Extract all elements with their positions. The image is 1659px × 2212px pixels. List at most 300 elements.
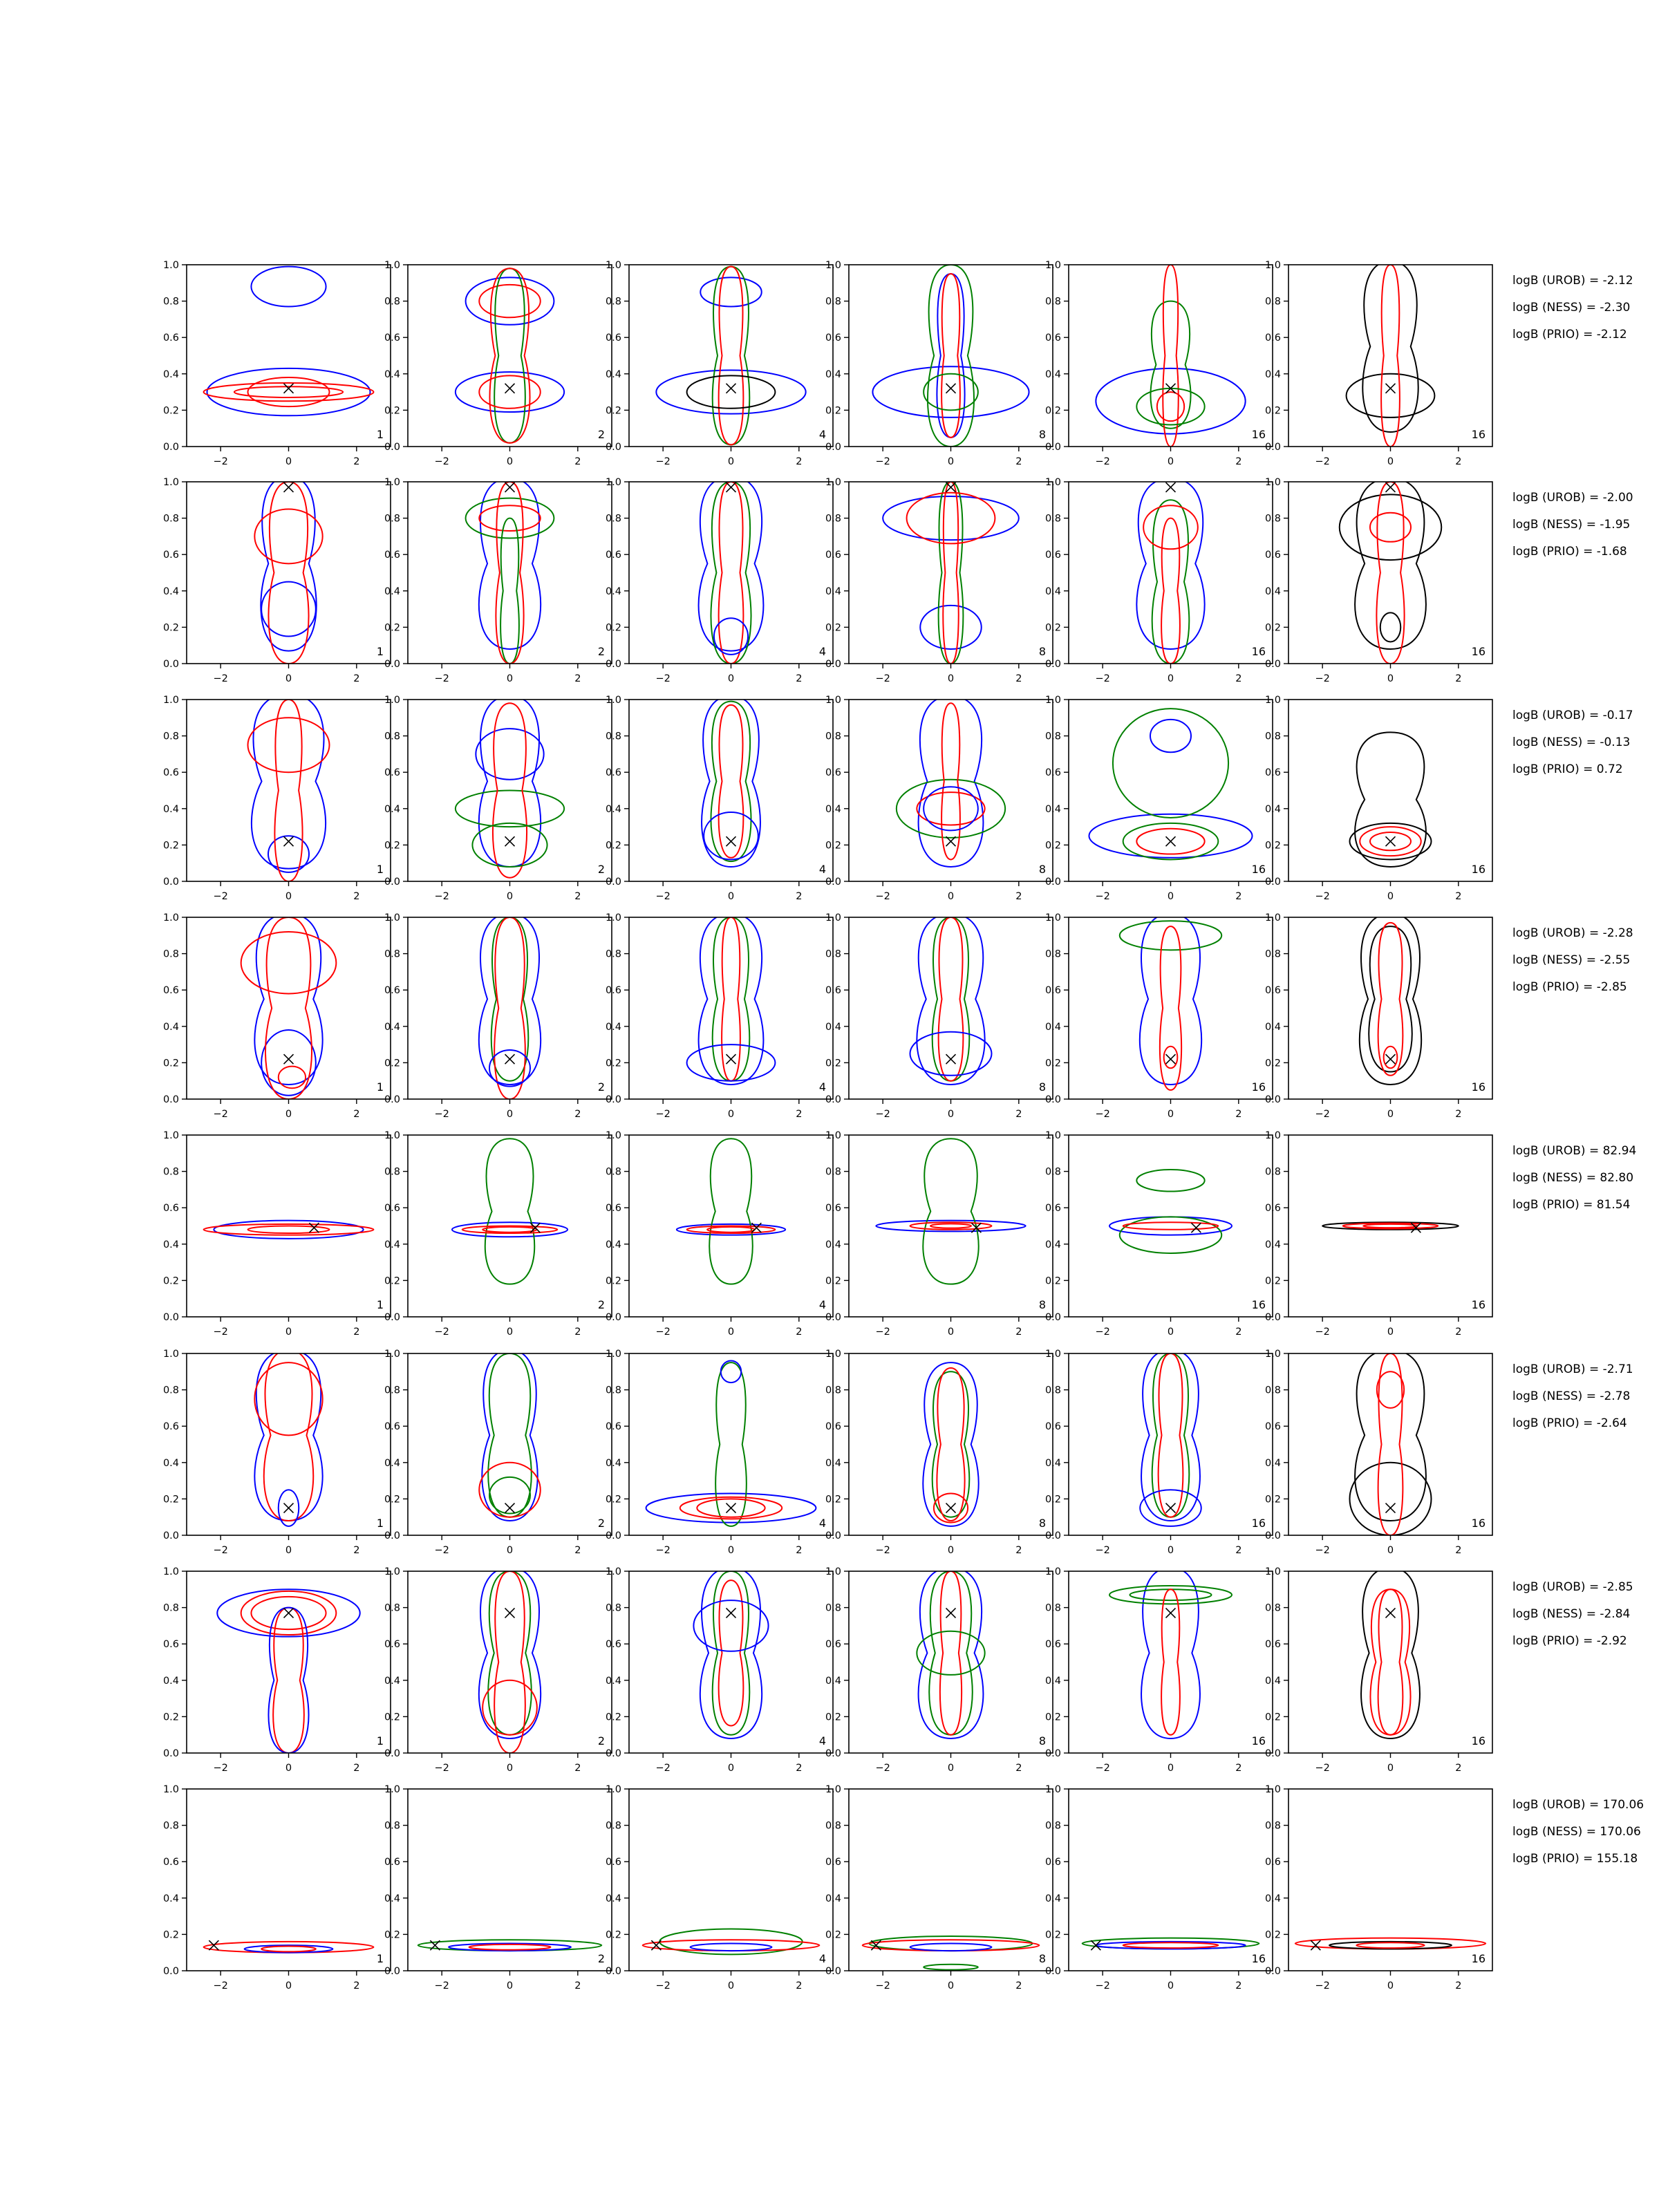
panel-count-label: 1 (376, 1080, 384, 1094)
panel-r7-c2 (384, 1566, 612, 1774)
y-tick-label: 1.0 (384, 1566, 400, 1577)
true-value-marker (1166, 482, 1176, 492)
logb-text: logB (UROB) = -2.12 (1512, 274, 1633, 288)
panel-r4-c3 (606, 912, 833, 1120)
y-tick-label: 0.6 (825, 985, 841, 997)
red-contour (937, 1368, 964, 1521)
y-tick-label: 1.0 (1264, 1349, 1281, 1360)
y-tick-label: 0.8 (384, 1166, 400, 1178)
green-contour (924, 1965, 978, 1970)
y-tick-label: 1.0 (1044, 1130, 1061, 1141)
panel-count-label: 1 (376, 645, 384, 658)
x-tick-label: 2 (574, 1545, 581, 1556)
x-tick-label: −2 (875, 673, 890, 684)
x-tick-label: −2 (655, 1109, 671, 1120)
panel-r3-c4 (825, 695, 1053, 902)
true-value-marker (1386, 482, 1396, 492)
contour-group (1295, 1938, 1485, 1949)
y-tick-label: 0.8 (605, 948, 621, 960)
black-contour (1380, 612, 1401, 641)
panel-r4-c2 (384, 912, 612, 1120)
x-tick-label: 0 (285, 1980, 292, 1991)
y-tick-label: 0.2 (384, 622, 400, 634)
panel-r3-c3 (606, 695, 833, 902)
y-tick-label: 0.8 (1044, 1166, 1061, 1178)
panel-count-label: 16 (1251, 1080, 1266, 1094)
y-tick-label: 0.4 (1044, 1021, 1061, 1033)
red-contour (863, 1940, 1040, 1951)
y-tick-label: 0.0 (1264, 659, 1281, 670)
y-tick-label: 0.0 (384, 1530, 400, 1541)
y-tick-label: 0.4 (384, 368, 400, 380)
y-tick-label: 0.2 (162, 1712, 179, 1723)
black-contour (1369, 926, 1412, 1071)
x-tick-label: 2 (1235, 1327, 1242, 1338)
contour-group (917, 1568, 984, 1738)
x-tick-label: 0 (727, 891, 735, 902)
y-tick-label: 0.8 (825, 1602, 841, 1614)
x-tick-label: −2 (655, 1545, 671, 1556)
y-tick-label: 0.4 (1044, 585, 1061, 597)
red-contour (482, 1680, 537, 1735)
green-contour (456, 791, 564, 827)
green-contour (932, 917, 970, 1081)
y-tick-label: 0.4 (1264, 1893, 1281, 1904)
y-tick-label: 0.2 (605, 840, 621, 852)
y-tick-label: 0.6 (384, 1421, 400, 1433)
y-tick-label: 0.8 (825, 948, 841, 960)
y-tick-label: 0.4 (605, 1021, 621, 1033)
y-tick-label: 1.0 (1044, 695, 1061, 706)
y-tick-label: 0.8 (605, 1166, 621, 1178)
y-tick-label: 0.0 (825, 1312, 841, 1323)
x-tick-label: 0 (1387, 673, 1394, 684)
blue-contour (700, 277, 762, 306)
x-tick-label: −2 (434, 673, 449, 684)
y-tick-label: 1.0 (384, 1349, 400, 1360)
y-tick-label: 1.0 (1264, 912, 1281, 924)
y-tick-label: 0.6 (384, 1857, 400, 1868)
true-value-marker (946, 1608, 956, 1618)
y-tick-label: 0.8 (162, 1602, 179, 1614)
red-contour (1161, 518, 1180, 664)
red-contour (1164, 1047, 1178, 1069)
y-tick-label: 0.6 (1044, 1639, 1061, 1651)
blue-contour (883, 496, 1019, 540)
blue-contour (923, 1362, 978, 1526)
panel-count-label: 1 (376, 1734, 384, 1747)
y-tick-label: 0.0 (162, 659, 179, 670)
contour-group (699, 476, 764, 664)
green-contour (711, 482, 751, 664)
x-tick-label: 0 (506, 673, 514, 684)
red-contour (496, 482, 523, 664)
black-contour (1355, 1350, 1426, 1521)
y-tick-label: 0.6 (1264, 332, 1281, 344)
green-contour (1152, 500, 1190, 664)
y-tick-label: 0.0 (384, 1094, 400, 1105)
x-tick-label: 2 (1235, 1763, 1242, 1774)
panel-r7-c6 (1265, 1566, 1492, 1774)
x-tick-label: 0 (285, 1545, 292, 1556)
y-tick-label: 0.0 (825, 442, 841, 453)
y-tick-label: 0.2 (162, 1058, 179, 1069)
true-value-marker (1386, 384, 1396, 393)
y-tick-label: 1.0 (1044, 260, 1061, 271)
y-tick-label: 0.6 (384, 985, 400, 997)
x-tick-label: 0 (1167, 1109, 1174, 1120)
x-tick-label: 0 (727, 673, 735, 684)
true-value-marker (1166, 1503, 1176, 1513)
y-tick-label: 0.2 (162, 840, 179, 852)
x-tick-label: 0 (1387, 1327, 1394, 1338)
y-tick-label: 0.0 (1044, 1966, 1061, 1977)
blue-contour (252, 694, 326, 868)
y-tick-label: 0.4 (605, 1239, 621, 1250)
red-contour (943, 482, 958, 664)
y-tick-label: 0.2 (384, 1058, 400, 1069)
logb-text: logB (NESS) = 82.80 (1512, 1171, 1634, 1185)
true-value-marker (727, 1503, 736, 1513)
x-tick-label: 2 (574, 1763, 581, 1774)
contour-group (452, 1138, 568, 1284)
red-contour (1159, 1353, 1183, 1517)
y-tick-label: 0.4 (384, 1239, 400, 1250)
y-tick-label: 0.8 (1044, 513, 1061, 525)
y-tick-label: 0.6 (162, 985, 179, 997)
y-tick-label: 0.2 (1264, 1929, 1281, 1941)
x-tick-label: −2 (213, 1327, 228, 1338)
y-tick-label: 0.0 (1044, 442, 1061, 453)
y-tick-label: 0.6 (605, 1421, 621, 1433)
panel-count-label: 4 (818, 1298, 826, 1311)
true-value-marker (284, 1054, 294, 1064)
y-tick-label: 0.2 (825, 1494, 841, 1506)
true-value-marker (505, 1608, 515, 1618)
y-tick-label: 0.6 (162, 1857, 179, 1868)
x-tick-label: −2 (1095, 673, 1110, 684)
y-tick-label: 0.8 (1044, 731, 1061, 742)
axes-frame (1069, 1789, 1273, 1971)
x-tick-label: −2 (875, 1980, 890, 1991)
y-tick-label: 1.0 (605, 260, 621, 271)
x-tick-label: 2 (353, 1327, 360, 1338)
x-tick-label: −2 (655, 891, 671, 902)
red-contour (941, 274, 960, 438)
x-tick-label: 2 (1015, 1109, 1022, 1120)
x-tick-label: 2 (574, 456, 581, 467)
y-tick-label: 0.6 (1264, 1421, 1281, 1433)
y-tick-label: 0.2 (162, 1275, 179, 1287)
x-tick-label: 0 (947, 891, 955, 902)
panel-count-label: 16 (1251, 863, 1266, 876)
y-tick-label: 0.4 (1264, 1675, 1281, 1687)
axes-frame (849, 1135, 1053, 1317)
y-tick-label: 0.2 (384, 1929, 400, 1941)
red-contour (939, 917, 964, 1081)
green-contour (924, 374, 978, 411)
panel-r3-c1 (163, 694, 391, 902)
green-contour (1152, 1353, 1190, 1517)
axes-frame (187, 700, 391, 881)
x-tick-label: 2 (796, 1763, 803, 1774)
green-contour (1136, 1170, 1204, 1192)
x-tick-label: −2 (1315, 1545, 1330, 1556)
x-tick-label: −2 (655, 673, 671, 684)
blue-contour (687, 1044, 776, 1081)
y-tick-label: 0.8 (1044, 1602, 1061, 1614)
blue-contour (700, 1568, 762, 1738)
y-tick-label: 1.0 (384, 477, 400, 488)
panel-r3-c6 (1265, 695, 1492, 902)
y-tick-label: 0.4 (1264, 1021, 1281, 1033)
x-tick-label: 0 (947, 1327, 955, 1338)
y-tick-label: 0.2 (1044, 1929, 1061, 1941)
blue-contour (1096, 368, 1245, 434)
y-tick-label: 0.2 (825, 1275, 841, 1287)
contour-group (418, 1940, 602, 1951)
y-tick-label: 1.0 (1044, 1566, 1061, 1577)
panel-count-label: 4 (818, 1734, 826, 1747)
y-tick-label: 0.4 (384, 803, 400, 815)
y-tick-label: 0.6 (825, 767, 841, 779)
panel-count-label: 8 (1038, 1080, 1046, 1094)
green-contour (485, 1138, 534, 1284)
x-tick-label: −2 (1315, 673, 1330, 684)
y-tick-label: 1.0 (825, 695, 841, 706)
panel-count-label: 2 (597, 1734, 605, 1747)
y-tick-label: 0.0 (1264, 1966, 1281, 1977)
x-tick-label: 0 (727, 1763, 735, 1774)
axes-frame (1288, 1135, 1492, 1317)
y-tick-label: 0.8 (1264, 948, 1281, 960)
x-tick-label: 2 (353, 891, 360, 902)
y-tick-label: 1.0 (605, 1349, 621, 1360)
red-contour (1377, 1371, 1404, 1408)
x-tick-label: 2 (796, 1545, 803, 1556)
y-tick-label: 0.6 (605, 1857, 621, 1868)
axes-frame (849, 917, 1053, 1099)
x-tick-label: 0 (285, 891, 292, 902)
contour-group (863, 1936, 1040, 1970)
y-tick-label: 0.0 (1044, 1312, 1061, 1323)
y-tick-label: 0.0 (605, 659, 621, 670)
contour-group (1361, 1568, 1420, 1738)
logb-text: logB (NESS) = -2.84 (1512, 1607, 1631, 1621)
y-tick-label: 0.8 (1044, 1820, 1061, 1832)
red-contour (248, 377, 330, 406)
contour-group (1109, 1170, 1232, 1253)
panel-count-label: 16 (1251, 1734, 1266, 1747)
y-tick-label: 0.8 (162, 731, 179, 742)
axes-frame (1288, 482, 1492, 664)
contour-group (1140, 1350, 1201, 1526)
x-tick-label: 2 (353, 1980, 360, 1991)
red-contour (1160, 926, 1181, 1090)
x-tick-label: 0 (1167, 673, 1174, 684)
logb-text: logB (PRIO) = -2.85 (1512, 980, 1627, 994)
y-tick-label: 0.0 (384, 1966, 400, 1977)
y-tick-label: 1.0 (1044, 1349, 1061, 1360)
x-tick-label: 2 (1015, 891, 1022, 902)
panel-count-label: 16 (1251, 1952, 1266, 1965)
panel-r5-c6 (1265, 1130, 1492, 1338)
x-tick-label: −2 (1095, 1763, 1110, 1774)
y-tick-label: 0.6 (1264, 1639, 1281, 1651)
green-contour (488, 1353, 532, 1517)
x-tick-label: 0 (506, 891, 514, 902)
panel-r1-c5 (1045, 260, 1273, 467)
y-tick-label: 0.4 (605, 368, 621, 380)
x-tick-label: 0 (727, 1545, 735, 1556)
y-tick-label: 0.0 (1044, 1094, 1061, 1105)
y-tick-label: 0.4 (162, 1239, 179, 1250)
panel-r1-c1 (163, 260, 391, 467)
x-tick-label: 2 (574, 1109, 581, 1120)
true-value-marker (1311, 1940, 1320, 1950)
y-tick-label: 0.6 (1044, 1203, 1061, 1215)
green-contour (711, 702, 751, 861)
panel-count-label: 16 (1471, 1517, 1485, 1530)
x-tick-label: 0 (947, 673, 955, 684)
x-tick-label: −2 (434, 891, 449, 902)
row-3 (163, 694, 1633, 902)
panel-count-label: 4 (818, 1517, 826, 1530)
y-tick-label: 0.4 (1044, 1457, 1061, 1469)
true-value-marker (1386, 1054, 1396, 1064)
logb-text: logB (UROB) = -2.28 (1512, 926, 1633, 940)
panel-count-label: 1 (376, 1517, 384, 1530)
green-contour (500, 518, 519, 664)
contour-group (254, 476, 322, 664)
y-tick-label: 0.0 (1044, 1530, 1061, 1541)
y-tick-label: 0.4 (605, 803, 621, 815)
y-tick-label: 1.0 (1264, 260, 1281, 271)
y-tick-label: 1.0 (1264, 1784, 1281, 1795)
logb-text: logB (NESS) = -0.13 (1512, 735, 1631, 749)
logb-text: logB (UROB) = -0.17 (1512, 709, 1633, 722)
y-tick-label: 0.2 (1044, 405, 1061, 417)
true-value-marker (1166, 1608, 1176, 1618)
x-tick-label: 2 (1015, 1327, 1022, 1338)
black-contour (1340, 494, 1442, 560)
red-contour (719, 705, 744, 858)
y-tick-label: 0.6 (162, 550, 179, 561)
blue-contour (207, 368, 371, 415)
y-tick-label: 0.0 (825, 1530, 841, 1541)
y-tick-label: 0.4 (162, 1893, 179, 1904)
true-value-marker (505, 1503, 515, 1513)
contour-group (1347, 261, 1435, 447)
y-tick-label: 0.2 (1044, 1058, 1061, 1069)
x-tick-label: 2 (1235, 1109, 1242, 1120)
y-tick-label: 0.2 (384, 840, 400, 852)
y-tick-label: 0.0 (162, 1312, 179, 1323)
y-tick-label: 0.6 (605, 550, 621, 561)
true-value-marker (284, 1503, 294, 1513)
y-tick-label: 0.2 (1264, 405, 1281, 417)
y-tick-label: 0.8 (384, 731, 400, 742)
true-value-marker (284, 384, 294, 393)
y-tick-label: 0.2 (1264, 622, 1281, 634)
y-tick-label: 0.4 (384, 585, 400, 597)
logb-text: logB (PRIO) = 0.72 (1512, 762, 1623, 776)
y-tick-label: 0.0 (162, 1966, 179, 1977)
x-tick-label: 2 (1015, 1545, 1022, 1556)
true-value-marker (1191, 1223, 1201, 1232)
x-tick-label: 2 (353, 1545, 360, 1556)
panel-r2-c2 (384, 477, 612, 684)
y-tick-label: 0.8 (605, 1385, 621, 1396)
panel-r5-c3 (606, 1130, 833, 1338)
true-value-marker (727, 836, 736, 846)
y-tick-label: 0.4 (825, 803, 841, 815)
y-tick-label: 0.2 (1264, 1494, 1281, 1506)
x-tick-label: 0 (727, 1109, 735, 1120)
black-contour (1350, 1463, 1432, 1535)
y-tick-label: 0.2 (1044, 840, 1061, 852)
panel-r6-c6 (1265, 1349, 1492, 1556)
x-tick-label: −2 (213, 1763, 228, 1774)
blue-contour (656, 371, 805, 414)
axes-frame (187, 917, 391, 1099)
logb-text: logB (PRIO) = -1.68 (1512, 545, 1627, 559)
y-tick-label: 0.0 (1264, 1094, 1281, 1105)
axes-frame (187, 265, 391, 447)
x-tick-label: −2 (1095, 456, 1110, 467)
y-tick-label: 0.4 (825, 1457, 841, 1469)
panel-r8-c5 (1045, 1784, 1273, 1991)
blue-contour (919, 1568, 984, 1738)
contour-group (1120, 914, 1222, 1090)
contour-group (254, 1350, 322, 1526)
x-tick-label: 0 (285, 673, 292, 684)
y-tick-label: 0.6 (825, 1857, 841, 1868)
y-tick-label: 0.6 (605, 985, 621, 997)
y-tick-label: 1.0 (162, 1349, 179, 1360)
red-contour (494, 1571, 525, 1753)
y-tick-label: 0.6 (605, 1203, 621, 1215)
panel-r6-c1 (163, 1349, 391, 1556)
axes-frame (1069, 1135, 1273, 1317)
contour-group (217, 1589, 360, 1753)
x-tick-label: 2 (1015, 456, 1022, 467)
red-contour (719, 482, 744, 664)
panel-count-label: 8 (1038, 1952, 1046, 1965)
true-value-marker (505, 836, 515, 846)
x-tick-label: −2 (1315, 1980, 1330, 1991)
panel-r2-c1 (163, 476, 391, 684)
x-tick-label: −2 (1315, 1109, 1330, 1120)
y-tick-label: 0.8 (162, 948, 179, 960)
x-tick-label: −2 (875, 1545, 890, 1556)
y-tick-label: 0.2 (384, 405, 400, 417)
x-tick-label: 0 (1167, 456, 1174, 467)
y-tick-label: 0.4 (1044, 803, 1061, 815)
red-contour (248, 1226, 330, 1234)
y-tick-label: 0.0 (1044, 877, 1061, 888)
red-contour (1123, 1942, 1219, 1948)
x-tick-label: −2 (875, 1327, 890, 1338)
y-tick-label: 0.6 (605, 332, 621, 344)
panel-count-label: 8 (1038, 863, 1046, 876)
true-value-marker (505, 1054, 515, 1064)
x-tick-label: −2 (1095, 891, 1110, 902)
x-tick-label: 0 (506, 1327, 514, 1338)
panel-count-label: 1 (376, 1952, 384, 1965)
x-tick-label: 2 (574, 673, 581, 684)
x-tick-label: 2 (796, 456, 803, 467)
